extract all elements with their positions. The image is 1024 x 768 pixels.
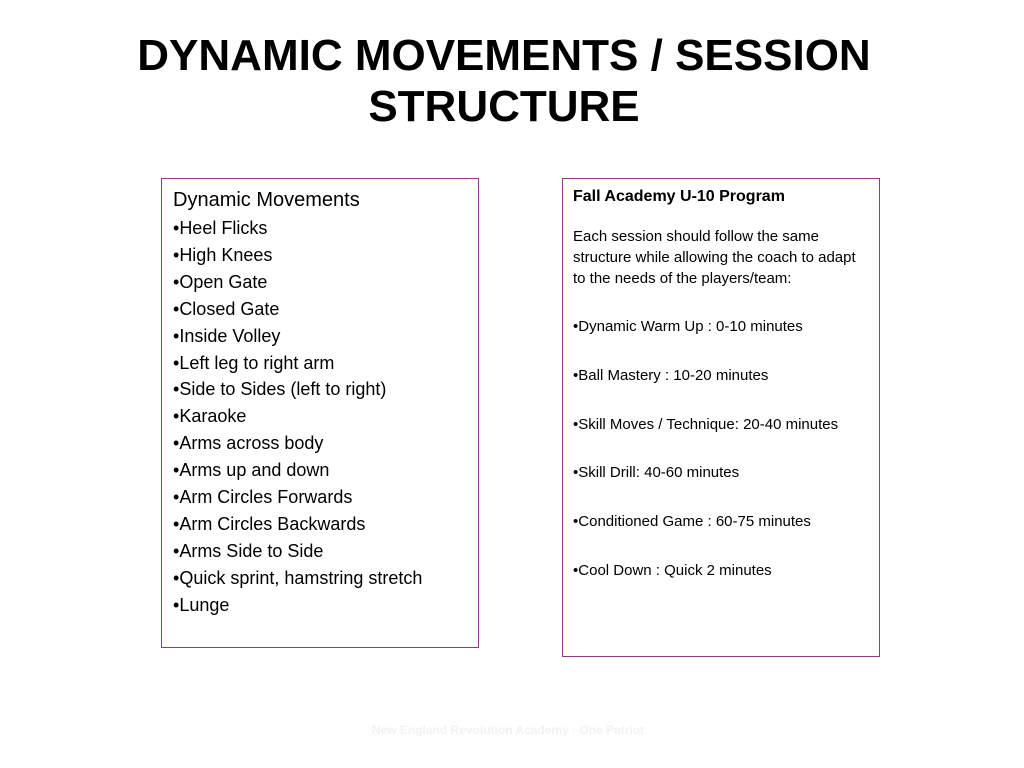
list-item: • Quick sprint, hamstring stretch bbox=[173, 565, 468, 592]
slide-title-line-1: DYNAMIC MOVEMENTS / SESSION bbox=[137, 31, 871, 80]
list-item: • Skill Moves / Technique: 20-40 minutes bbox=[573, 414, 869, 435]
session-structure-list bbox=[573, 316, 869, 581]
program-heading: Fall Academy U-10 Program bbox=[573, 188, 785, 205]
list-item: • Skill Drill: 40-60 minutes bbox=[573, 462, 869, 483]
list-item: • Conditioned Game : 60-75 minutes bbox=[573, 511, 869, 532]
slide-title bbox=[0, 30, 1008, 132]
list-item: • Arms Side to Side bbox=[173, 538, 468, 565]
list-item: • Dynamic Warm Up : 0-10 minutes bbox=[573, 316, 869, 337]
list-item: • Inside Volley bbox=[173, 323, 468, 350]
session-structure-box bbox=[562, 178, 880, 657]
list-item: • Karaoke bbox=[173, 403, 468, 430]
dynamic-movements-list bbox=[173, 215, 468, 619]
list-item: • Closed Gate bbox=[173, 296, 468, 323]
list-item: • Cool Down : Quick 2 minutes bbox=[573, 560, 869, 581]
list-item: • Arms across body bbox=[173, 430, 468, 457]
list-item: • Left leg to right arm bbox=[173, 350, 468, 377]
list-item: • Open Gate bbox=[173, 269, 468, 296]
list-item: • Arm Circles Backwards bbox=[173, 511, 468, 538]
list-item: • Arm Circles Forwards bbox=[173, 484, 468, 511]
list-item: • Heel Flicks bbox=[173, 215, 468, 242]
program-intro: Each session should follow the same structure while allowing the coach to adapt to the needs of the players/team: bbox=[573, 228, 856, 287]
footer-text: New England Revolution Academy · One Patriot bbox=[371, 723, 645, 737]
list-item: • Lunge bbox=[173, 592, 468, 619]
list-item: • Side to Sides (left to right) bbox=[173, 376, 468, 403]
list-item: • High Knees bbox=[173, 242, 468, 269]
list-item: • Arms up and down bbox=[173, 457, 468, 484]
list-item: • Ball Mastery : 10-20 minutes bbox=[573, 365, 869, 386]
dynamic-movements-heading: Dynamic Movements bbox=[173, 189, 360, 211]
dynamic-movements-box bbox=[161, 178, 479, 648]
slide-title-line-2: STRUCTURE bbox=[368, 82, 640, 131]
